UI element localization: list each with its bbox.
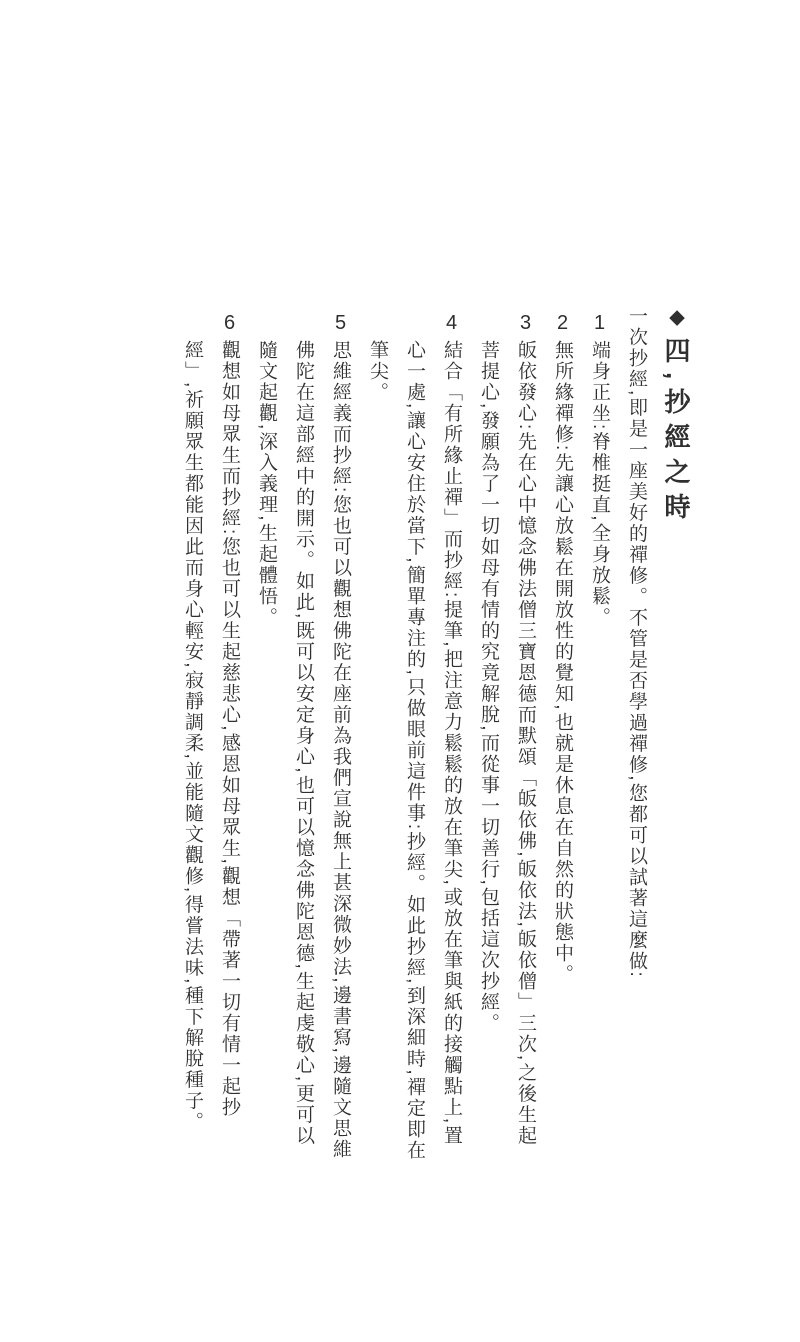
chapter-title-text: 四,抄經之時 <box>661 337 691 529</box>
item-number-6: 6 <box>223 312 236 334</box>
list-item-2 <box>544 306 581 1162</box>
list-item-5 <box>248 306 359 1162</box>
item-text-6: 觀想如母眾生而抄經:您也可以生起慈悲心,感恩如母眾生,觀想「帶著一切有情一起抄經」,祈願眾生都能因此而身心輕安,寂靜調柔,並能隨文觀修,得嘗法味,種下解脫種子。 <box>182 340 240 1133</box>
item-number-5: 5 <box>334 312 347 334</box>
list-item-3 <box>470 306 544 1162</box>
list-item-1 <box>581 306 618 1162</box>
item-text-5: 思維經義而抄經:您也可以觀想佛陀在座前為我們宣說無上甚深微妙法,邊書寫,邊隨文思維佛陀在這部經中的開示。如此,既可以安定身心,也可以憶念佛陀恩德,生起虔敬心,更可以隨文起觀,深入義理,生起體悟。 <box>256 340 351 1160</box>
item-number-4: 4 <box>445 312 458 334</box>
diamond-bullet-icon: ◆ <box>666 306 687 337</box>
item-text-2: 無所緣禪修:先讓心放鬆在開放性的覺知,也就是休息在自然的狀態中。 <box>552 340 573 985</box>
item-text-4: 結合「有所緣止禪」而抄經:提筆,把注意力鬆鬆的放在筆尖,或放在筆與紙的接觸點上,置心一處,讓心安住於當下,簡單專注的,只做眼前這件事:抄經。如此抄經,到深細時,禪定即在筆尖。 <box>367 340 462 1161</box>
vertical-text-block <box>174 306 697 1162</box>
item-text-1: 端身正坐:脊椎挺直,全身放鬆。 <box>589 340 610 628</box>
intro-paragraph: 一次抄經,即是一座美好的禪修。不管是否學過禪修,您都可以試著這麼做: <box>626 306 647 979</box>
list-item-6 <box>174 306 248 1162</box>
item-number-1: 1 <box>593 312 606 334</box>
item-number-3: 3 <box>519 312 532 334</box>
item-text-3: 皈依發心:先在心中憶念佛法僧三寶恩德而默頌「皈依佛,皈依法,皈依僧」三次,之後生起菩提心,發願為了一切如母有情的究竟解脫,而從事一切善行,包括這次抄經。 <box>478 340 536 1147</box>
item-number-2: 2 <box>556 312 569 334</box>
list-item-4 <box>359 306 470 1162</box>
chapter-title <box>655 306 697 1162</box>
